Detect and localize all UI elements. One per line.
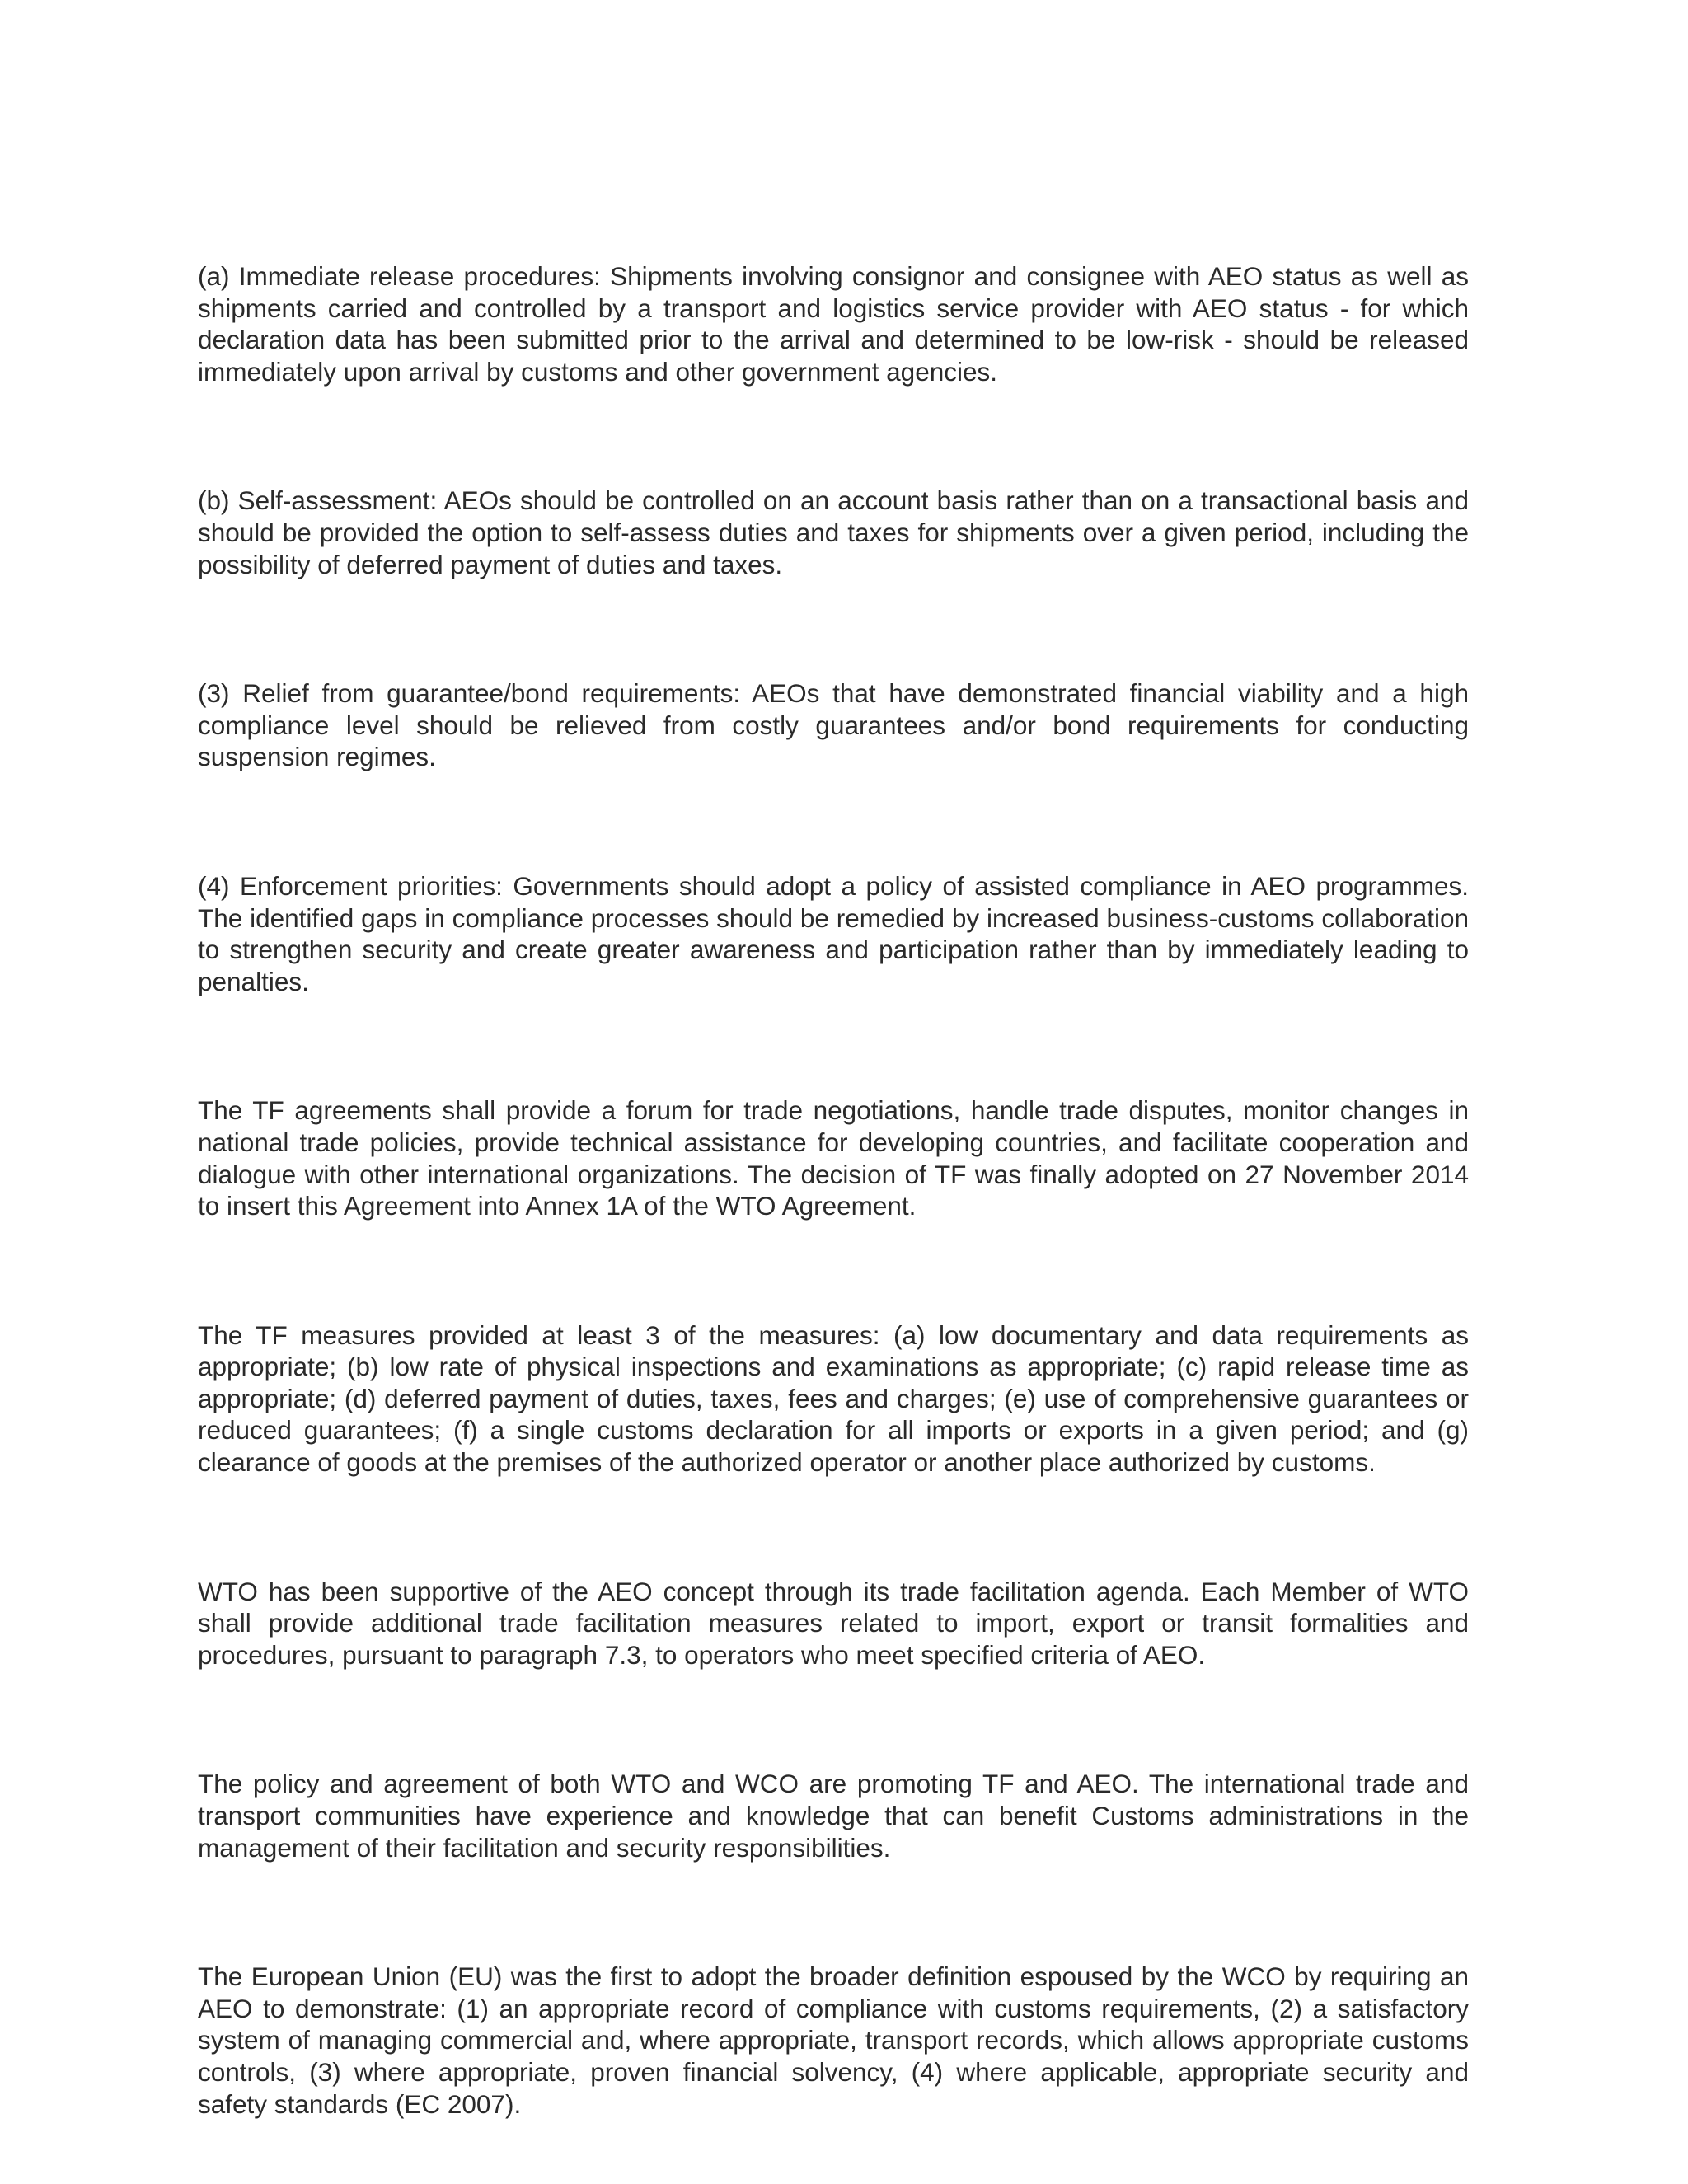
paragraph-relief-from-guarantee: (3) Relief from guarantee/bond requirements: AEOs that have demonstrated financial viability and a high compliance level should be relieved from costly guarantees and/or bond requirements for conducting suspension regimes. [198,678,1469,772]
paragraph-immediate-release: (a) Immediate release procedures: Shipments involving consignor and consignee with AEO status as well as shipments carried and controlled by a transport and logistics service provider with AEO status - for which declaration data has been submitted prior to the arrival and determined to be low-risk - should be released immediately upon arrival by customs and other government agencies. [198,261,1469,387]
paragraph-european-union: The European Union (EU) was the first to adopt the broader definition espoused by the WCO by requiring an AEO to demonstrate: (1) an appropriate record of compliance with customs requirements, (2) a satisfactory system of managing commercial and, where appropriate, transport records, which allows appropriate customs controls, (3) where appropriate, proven financial solvency, (4) where applicable, appropriate security and safety standards (EC 2007). [198,1961,1469,2119]
document-body [198,260,1469,2120]
paragraph-wto-support: WTO has been supportive of the AEO concept through its trade facilitation agenda. Each Member of WTO shall provide additional trade facilitation measures related to import, export or transit formalities and procedures, pursuant to paragraph 7.3, to operators who meet specified criteria of AEO. [198,1576,1469,1670]
paragraph-tf-agreements: The TF agreements shall provide a forum for trade negotiations, handle trade disputes, monitor changes in national trade policies, provide technical assistance for developing countries, and facilitate cooperation and dialogue with other international organizations. The decision of TF was finally adopted on 27 November 2014 to insert this Agreement into Annex 1A of the WTO Agreement. [198,1095,1469,1221]
paragraph-enforcement-priorities: (4) Enforcement priorities: Governments should adopt a policy of assisted compliance in AEO programmes. The identified gaps in compliance processes should be remedied by increased business-customs collaboration to strengthen security and create greater awareness and participation rather than by immediately leading to penalties. [198,870,1469,996]
paragraph-wto-wco-policy: The policy and agreement of both WTO and WCO are promoting TF and AEO. The international trade and transport communities have experience and knowledge that can benefit Customs administrations in the management of their facilitation and security responsibilities. [198,1769,1469,1863]
paragraph-tf-measures: The TF measures provided at least 3 of the measures: (a) low documentary and data requirements as appropriate; (b) low rate of physical inspections and examinations as appropriate; (c) rapid release time as appropriate; (d) deferred payment of duties, taxes, fees and charges; (e) use of comprehensive guarantees or reduced guarantees; (f) a single customs declaration for all imports or exports in a given period; and (g) clearance of goods at the premises of the authorized operator or another place authorized by customs. [198,1319,1469,1478]
paragraph-self-assessment: (b) Self-assessment: AEOs should be controlled on an account basis rather than on a transactional basis and should be provided the option to self-assess duties and taxes for shipments over a given period, including the possibility of deferred payment of duties and taxes. [198,485,1469,579]
